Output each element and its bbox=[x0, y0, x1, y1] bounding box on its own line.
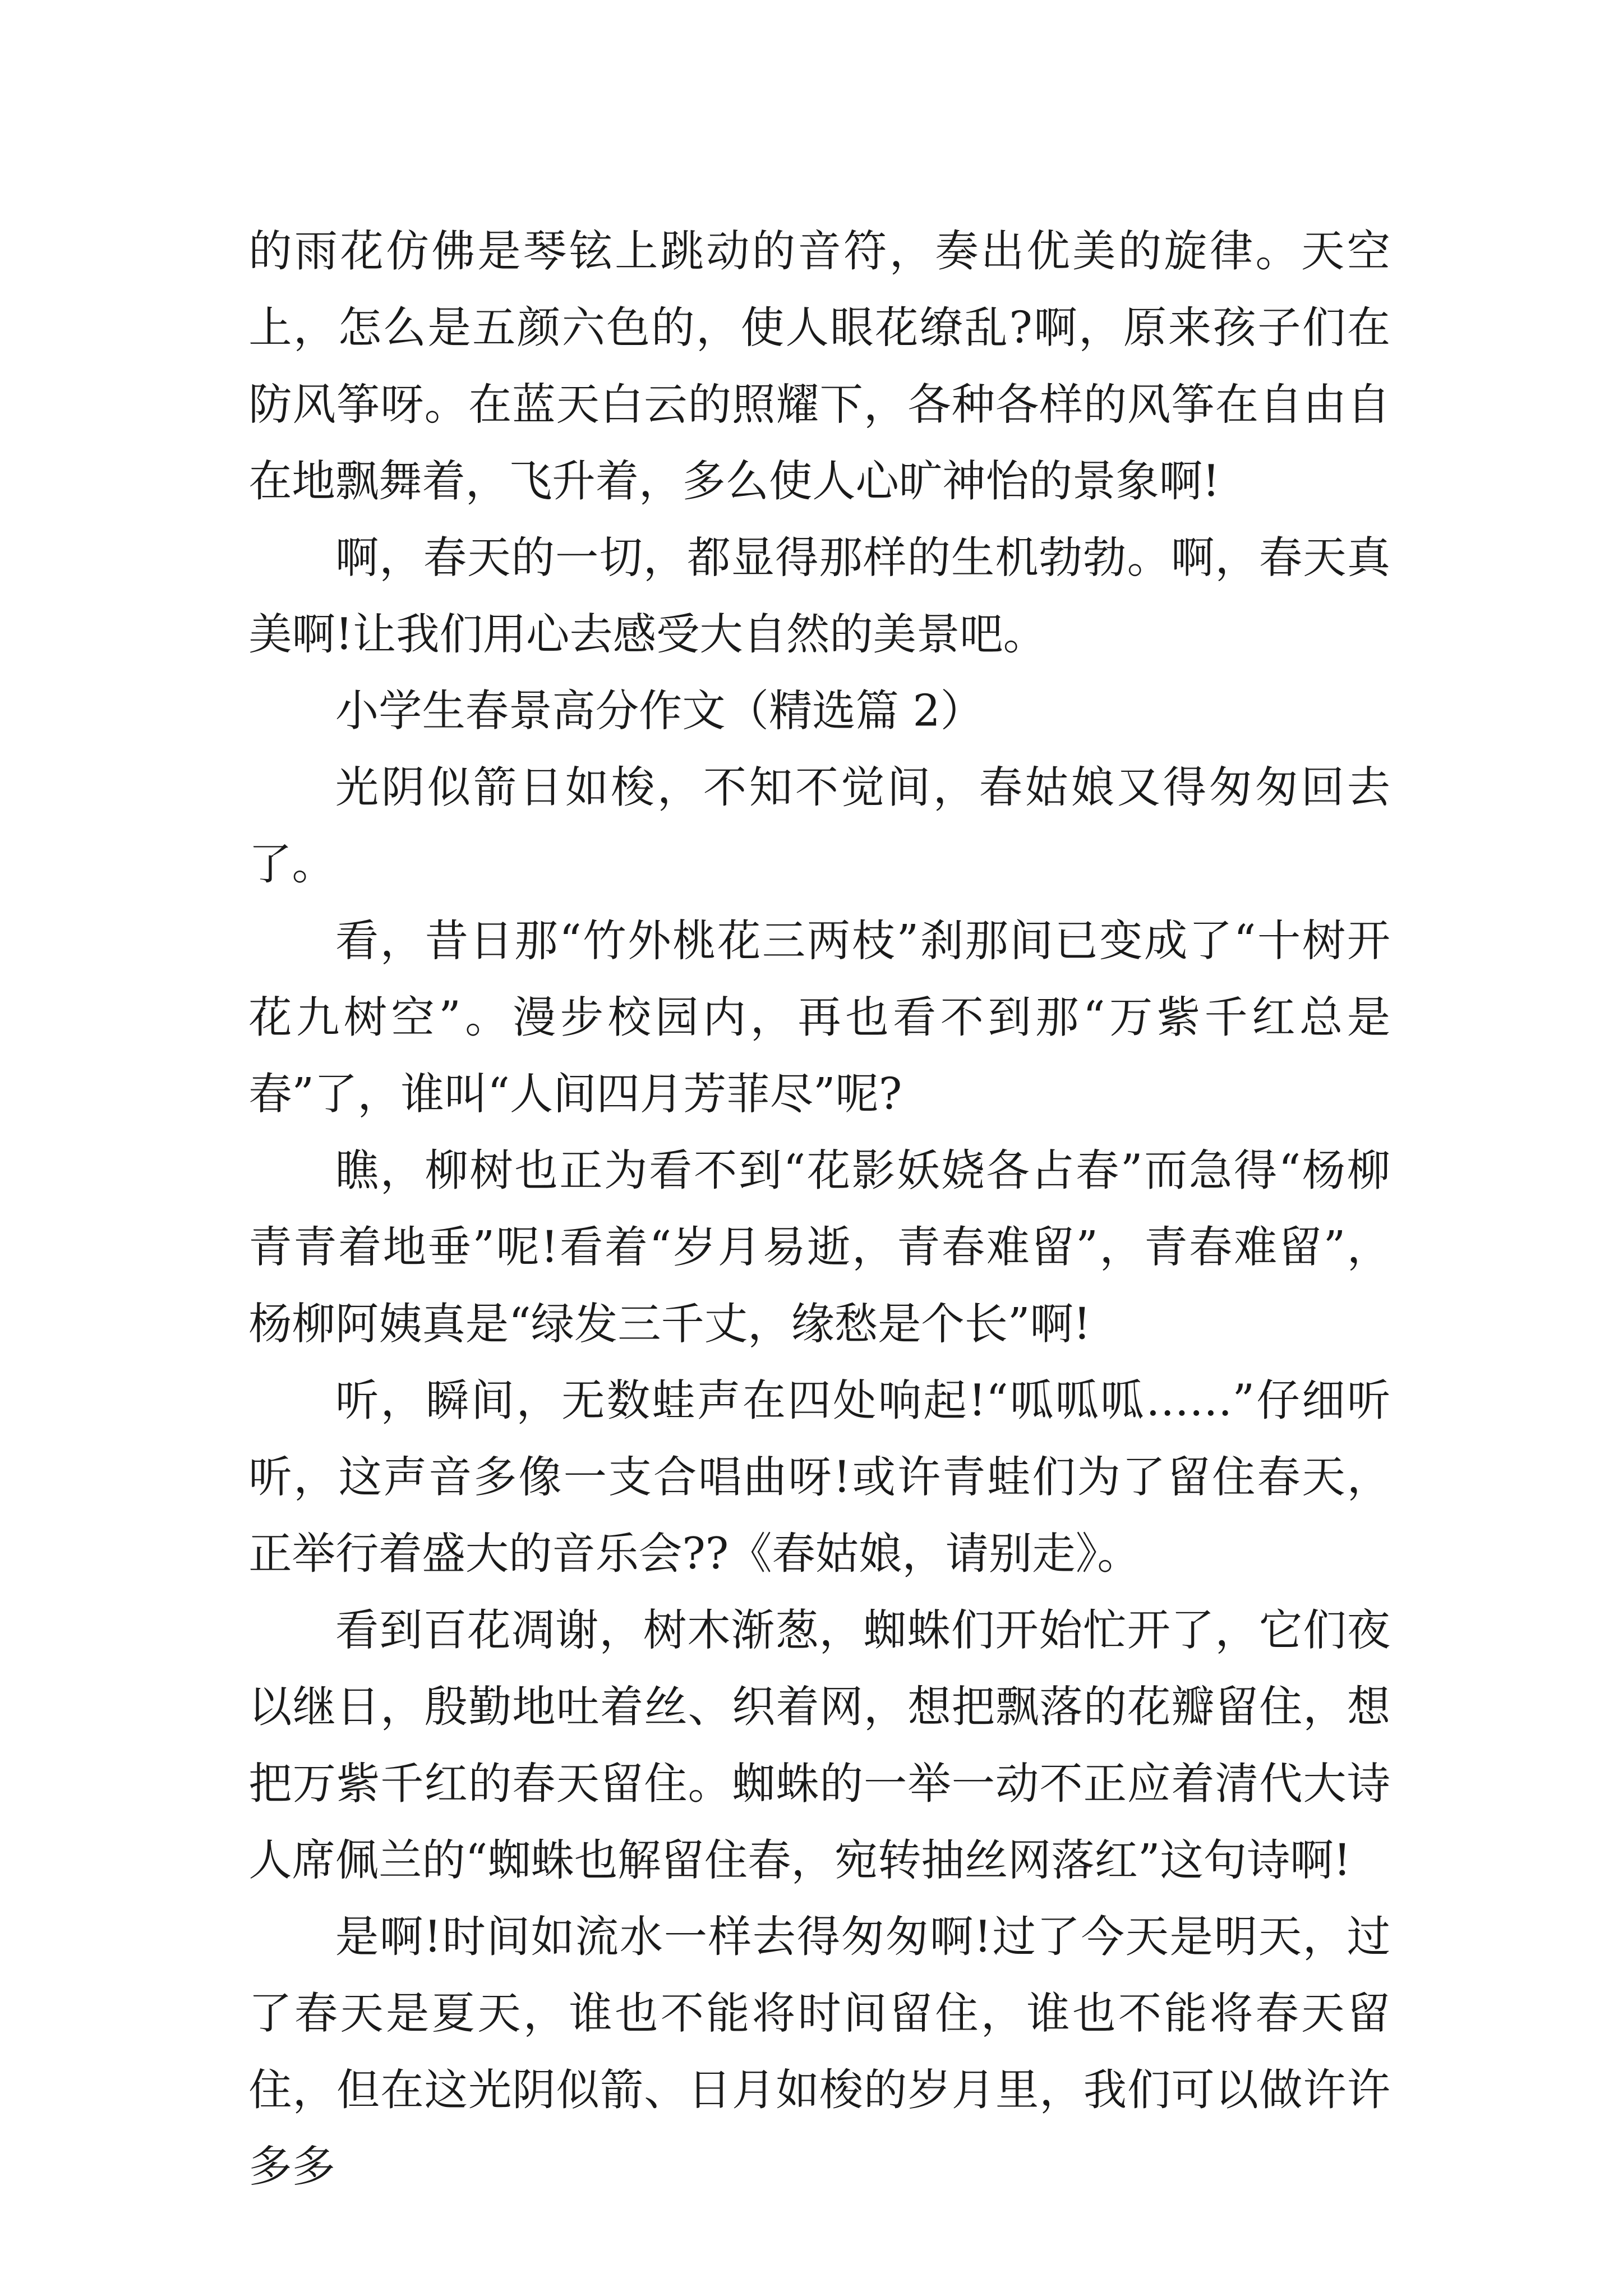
paragraph-continuation: 的雨花仿佛是琴铉上跳动的音符，奏出优美的旋律。天空上，怎么是五颜六色的，使人眼花缭乱?啊，原来孩子们在防风筝呀。在蓝天白云的照耀下，各种各样的风筝在自由自在地飘舞着，飞升着，多么使人心旷神怡的景象啊! bbox=[248, 227, 1391, 508]
paragraph-willows: 瞧，柳树也正为看不到“花影妖娆各占春”而急得“杨柳青青着地垂”呢!看着“岁月易逝，青春难留”，青春难留”，杨柳阿姨真是“绿发三千丈，缘愁是个长”啊! bbox=[248, 1146, 1391, 1350]
paragraph-spiders: 看到百花凋谢，树木渐葱，蜘蛛们开始忙开了，它们夜以继日，殷勤地吐着丝、织着网，想把飘落的花瓣留住，想把万紫千红的春天留住。蜘蛛的一举一动不正应着清代大诗人席佩兰的“蜘蛛也解留住春，宛转抽丝网落红”这句诗啊! bbox=[248, 1606, 1391, 1887]
paragraph-time-flies: 光阴似箭日如梭，不知不觉间，春姑娘又得匆匆回去了。 bbox=[248, 763, 1391, 891]
section-heading: 小学生春景高分作文（精选篇 2） bbox=[335, 687, 984, 738]
paragraph-frogs: 听，瞬间，无数蛙声在四处响起!“呱呱呱……”仔细听听，这声音多像一支合唱曲呀!或许青蛙们为了留住春天，正举行着盛大的音乐会??《春姑娘，请别走》。 bbox=[248, 1376, 1391, 1580]
document-body bbox=[248, 214, 1390, 2206]
paragraph-spring-summary: 啊，春天的一切，都显得那样的生机勃勃。啊，春天真美啊!让我们用心去感受大自然的美景吧。 bbox=[248, 533, 1391, 661]
paragraph-peach-blossoms: 看，昔日那“竹外桃花三两枝”刹那间已变成了“十树开花九树空”。漫步校园内，再也看不到那“万紫千红总是春”了，谁叫“人间四月芳菲尽”呢? bbox=[248, 916, 1391, 1121]
paragraph-time-passing: 是啊!时间如流水一样去得匆匆啊!过了今天是明天，过了春天是夏天，谁也不能将时间留住，谁也不能将春天留住，但在这光阴似箭、日月如梭的岁月里，我们可以做许许多多 bbox=[248, 1912, 1391, 2193]
